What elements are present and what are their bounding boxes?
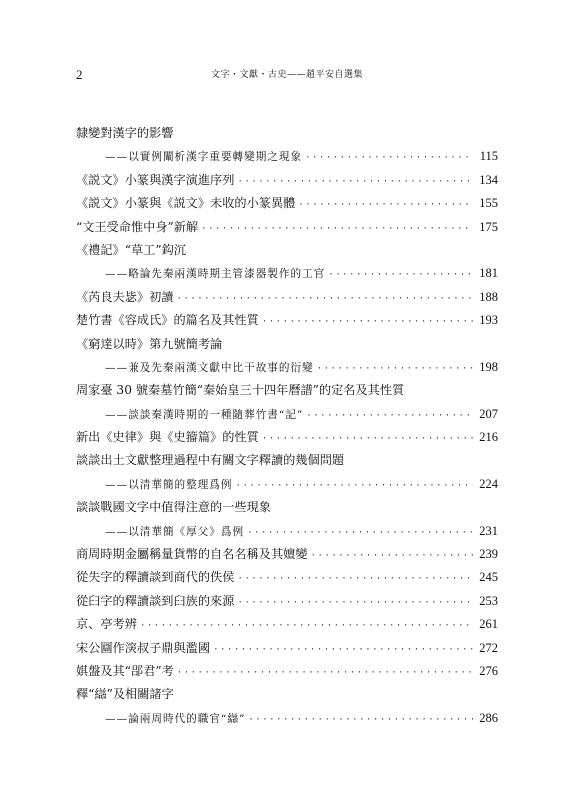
dot-leader: [311, 545, 473, 568]
toc-page-number: 276: [479, 663, 498, 678]
dot-leader: [305, 147, 473, 170]
toc-subtitle: ——以清華簡的整理爲例: [105, 478, 233, 491]
dot-leader: [248, 709, 473, 732]
toc-entry-title: 談談出土文獻整理過程中有關文字釋讀的幾個問題: [76, 453, 345, 468]
toc-entry-title: 《説文》小篆與《説文》未收的小篆異體: [76, 196, 296, 211]
toc-page-number: 231: [479, 523, 498, 538]
toc-page-number: 181: [479, 266, 498, 281]
toc-entry-row: [76, 426, 498, 449]
page-header: [76, 67, 498, 83]
toc-entry-title: “文王受命惟中身”新解: [76, 219, 199, 234]
toc-subtitle-row: [76, 403, 498, 426]
toc-subtitle-row: [76, 520, 498, 543]
toc-entry-row: [76, 660, 498, 683]
toc-entry-row: [76, 449, 498, 472]
toc-entry-title: 隸變對漢字的影響: [76, 126, 174, 140]
toc-entry-title: 宋公圝作㴱叔子鼎與濫國: [76, 640, 211, 655]
dot-leader: [213, 639, 473, 662]
toc-entry-row: [76, 379, 498, 402]
dot-leader: [140, 615, 473, 638]
toc-entry-title: 京、亭考辨: [76, 617, 137, 632]
toc-entry-row: [76, 239, 498, 262]
toc-entry-title: 娸盤及其“郘君”考: [76, 663, 174, 678]
dot-leader: [306, 405, 473, 428]
toc-subtitle: ——論兩周時代的職官“䜌”: [105, 712, 246, 725]
dot-leader: [262, 428, 473, 451]
toc-page-number: 188: [479, 289, 498, 304]
toc-page-number: 134: [479, 172, 498, 187]
toc-page-number: 175: [479, 219, 498, 234]
dot-leader: [237, 171, 473, 194]
toc-page-number: 224: [479, 476, 498, 491]
toc-entry-title: 從失字的釋讀談到商代的佚侯: [76, 570, 235, 585]
toc-page-number: 155: [479, 196, 498, 211]
toc-entry-row: [76, 590, 498, 613]
toc-page-number: 286: [479, 710, 498, 725]
toc-subtitle-row: [76, 356, 498, 379]
dot-leader: [298, 194, 473, 217]
toc-entry-row: [76, 286, 498, 309]
toc-page-number: 239: [479, 547, 498, 562]
toc-page-number: 253: [479, 593, 498, 608]
toc-entry-row: [76, 122, 498, 145]
toc-entry-title: 釋“䜌”及相關諸字: [76, 687, 174, 702]
toc-entry-title: 《説文》小篆與漢字演進序列: [76, 172, 235, 187]
toc-page-number: 272: [479, 640, 498, 655]
toc-entry-row: [76, 333, 498, 356]
toc-page-number: 245: [479, 570, 498, 585]
running-title: 文字・文獻・古史——趙平安自選集: [210, 70, 363, 80]
toc-entry-title: 《窮達以時》第九號簡考論: [76, 336, 223, 351]
table-of-contents: [76, 122, 498, 730]
toc-entry-title: 《芮良夫毖》初讀: [76, 289, 174, 304]
toc-entry-title: 新出《史律》與《史籀篇》的性質: [76, 430, 259, 445]
toc-page-number: 207: [479, 406, 498, 421]
dot-leader: [237, 592, 473, 615]
dot-leader: [177, 662, 473, 685]
toc-entry-row: [76, 566, 498, 589]
dot-leader: [237, 568, 473, 591]
dot-leader: [177, 288, 474, 311]
toc-subtitle: ——談談秦漢時期的一種隨葬竹書“記”: [105, 408, 304, 421]
dot-leader: [317, 358, 473, 381]
toc-entry-row: [76, 169, 498, 192]
toc-entry-title: 從𦥑字的釋讀談到𦥑族的來源: [76, 593, 235, 608]
toc-page-number: 193: [479, 313, 498, 328]
dot-leader: [247, 522, 473, 545]
toc-entry-row: [76, 637, 498, 660]
toc-subtitle: ——以清華簡《厚父》爲例: [105, 525, 245, 538]
toc-page-number: 198: [479, 359, 498, 374]
dot-leader: [262, 311, 473, 334]
dot-leader: [236, 475, 473, 498]
toc-subtitle: ——兼及先秦兩漢文獻中比干故事的衍變: [105, 361, 314, 374]
dot-leader: [328, 264, 473, 287]
toc-entry-title: 《禮記》“草工”鈎沉: [76, 242, 186, 257]
toc-entry-row: [76, 216, 498, 239]
page-number: 2: [76, 67, 83, 82]
toc-entry-row: [76, 309, 498, 332]
toc-subtitle-row: [76, 145, 498, 168]
toc-entry-row: [76, 496, 498, 519]
toc-entry-row: [76, 613, 498, 636]
toc-entry-title: 周家臺 30 號秦墓竹簡“秦始皇三十四年曆譜”的定名及其性質: [76, 383, 405, 398]
toc-page-number: 261: [479, 617, 498, 632]
toc-entry-row: [76, 543, 498, 566]
toc-subtitle-row: [76, 262, 498, 285]
toc-entry-title: 談談戰國文字中值得注意的一些現象: [76, 500, 271, 515]
toc-subtitle-row: [76, 473, 498, 496]
toc-entry-row: [76, 192, 498, 215]
toc-subtitle: ——略論先秦兩漢時期主管漆器製作的工官: [105, 268, 326, 281]
toc-entry-title: 楚竹書《容成氏》的篇名及其性質: [76, 313, 259, 328]
dot-leader: [201, 218, 473, 241]
toc-subtitle: ——以實例闡析漢字重要轉變期之現象: [105, 151, 303, 164]
toc-page-number: 216: [479, 430, 498, 445]
toc-subtitle-row: [76, 707, 498, 730]
toc-page-number: 115: [479, 149, 498, 164]
toc-entry-row: [76, 683, 498, 706]
toc-entry-title: 商周時期金屬稱量貨幣的自名名稱及其嬗變: [76, 547, 308, 562]
